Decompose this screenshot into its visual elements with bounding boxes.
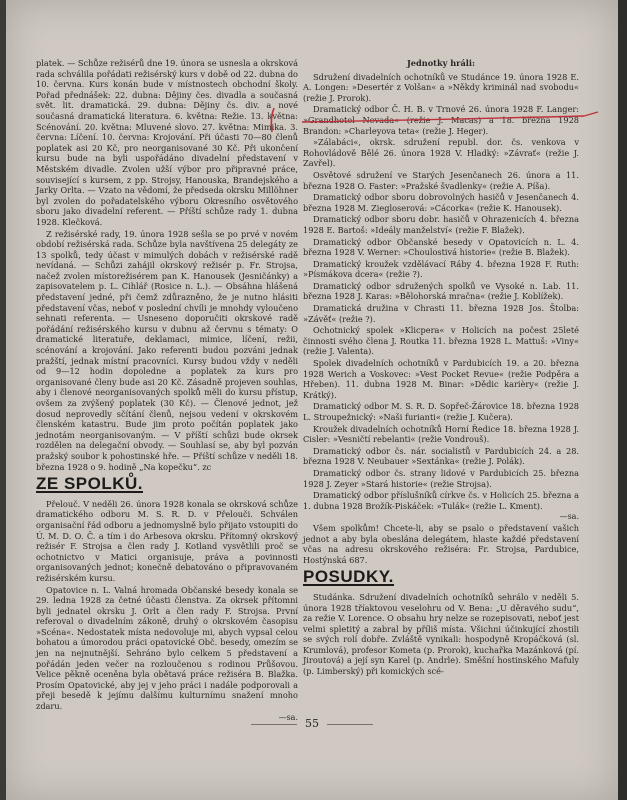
performance-entry: Spolek divadelních ochotníků v Pardubicích 19. a 20. března 1928 Werich a Voskovec: »Vest Pocket Revue« (režie Podpěra a Hřeben). 11. dubna 1928 M. Binar: »Dědic karièry« (režie J. Krátký). bbox=[303, 358, 579, 400]
spolky-signature: —sa. bbox=[278, 712, 298, 722]
performance-entry: Dramatický odbor sboru dobrovolných hasičů v Jesenčanech 4. března 1928 M. Ziegloserová: »Cácorka« (režie K. Hanousek). bbox=[303, 192, 579, 213]
performance-entry: Kroužek divadelních ochotníků Horní Ředice 18. března 1928 J. Cisler: »Vesničtí rebelanti« (režie Vondrouš). bbox=[303, 423, 579, 445]
performance-entry: Dramatický odbor čs. nár. socialistů v Pardubicích 24. a 28. března 1928 V. Neubauer »Sextánka« (režie J. Polák). bbox=[303, 445, 579, 467]
performance-entry: Dramatický kroužek vzdělávací Ráby 4. března 1928 F. Ruth: »Písmákova dcera« (režie ?). bbox=[303, 258, 579, 280]
right-column bbox=[303, 58, 579, 678]
section-heading-spolky: ZE SPOLKŮ. bbox=[36, 474, 144, 494]
section-heading-posudky: POSUDKY. bbox=[303, 567, 394, 587]
performance-entry: Dramatický odbor čs. strany lidové v Pardubicích 25. března 1928 J. Zeyer »Stará historie« (režie Strojsa). bbox=[303, 467, 579, 489]
performance-entry: Dramatický odbor příslušníků církve čs. v Holicích 25. března a 1. dubna 1928 Brožík-Piskáček: »Tulák« (režie L. Kment). bbox=[303, 490, 579, 511]
page-number: 55 bbox=[6, 717, 618, 730]
left-paragraph-2: Z režisérské rady, 19. února 1928 sešla se po prvé v novém období režisérská rada. Schůze byla navštívena 25 delegáty ze 13 spolků, tedy účast v mimulých dobách v režisérské radě nevídaná. — Schůzi zahájil okrskový režisér p. Fr. Strojsa, načež zvolen místorežisérem pan K. Hanousek (Jesničánky) a zapisovatelem p. L. Cihlář (Rosice n. L.). — Obsáhna hlášená představení jedné, při čemž zdůrazněno, že je nutno hlásiti představení včas, neboť v poslední chvíli je mnohdy vyloučeno sehnati referenta. — Usneseno doporučiti okrskové radě pořádání režisérského kursu v dubnu až červnu s tématy: O dramatické literatuře, deklamaci, mimice, líčení, režii, scénování a krojování. Jako referenti budou pozváni jednak pražští, jednak místní pracovníci. Kursy budou vždy v neděli od 9—12 hodin dopoledne a poplatek za kurs pro organisované členy bude asi 20 Kč. Zásadně projeven souhlas, aby i členové neorganisovaných spolků měli do kursu přístup, ovšem za zvýšený poplatek (30 Kč). — Členové jednot, jež dosud neprovedly sčítání členů, nejsou vedení v okrskovém členském katastru. Bude jim proto počítán poplatek jako jednotám neorganisovaným. — V příští schůzi bude okrsek rozdělen na delegační obvody. — Souhlasí se, aby byl pozván pražský soubor k pohostinské hře. — Příští schůze v neděli 18. března 1928 o 9. hodině „Na kopečku“. zc bbox=[36, 228, 298, 472]
performance-entry: »Zálabáci«, okrsk. sdružení republ. dor. čs. venkova v Rohovládově Bělé 26. února 1928 V. Hladký: »Závrať« (režie J. Zavřel). bbox=[303, 137, 579, 169]
posudky-paragraph: Studánka. Sdružení divadelních ochotníků sehrálo v neděli 5. února 1928 tříaktovou veselohru od V. Bena: „U děravého sudu“, za režie V. Lorence. O obsahu hry nelze se rozepisovati, neboť jest velmi spletitý a zabral by příliš místa. Všichni účinkující zhostili se svých rolí dobře. Zvláště vynikali: hospodyně Kropáčková (sl. Krumlová), profesor Kometa (p. Prorok), kuchařka Mazánková (pí. Jiroutová) a její syn Karel (p. Andrle). Směšní hostinského Mafuly (p. Limberský) při komických scé- bbox=[303, 591, 579, 677]
left-column bbox=[36, 58, 298, 723]
magazine-page bbox=[6, 0, 618, 800]
performance-entry: Dramatický odbor Občanské besedy v Opatovicích n. L. 4. března 1928 V. Werner: »Choulostivá historie« (režie B. Blažek). bbox=[303, 236, 579, 258]
vsem-spolkum-notice: Všem spolkům! Chcete-li, aby se psalo o představení vašich jednot a aby byla obeslána delegátem, hlaste každé představení včas na adresu okrskového režiséra: Fr. Strojsa, Pardubice, Hostýnská 687. bbox=[303, 522, 579, 565]
spolky-paragraph-1: Přelouč. V neděli 26. února 1928 konala se okrsková schůze dramatického odboru M. S. R. D. v Přelouči. Schválen organisační řád odboru a jednomyslně bylo přijato vstoupiti do Ú. M. D. O. Č. a tím i do Arbesova okrsku. Přítomný okrskový režisér F. Strojsa a člen rady J. Kotland vysvětlili proč se ochotnictvo v Matici organisuje, práva a povinnosti organisovaných jednot; konečně debatováno o připravovaném režisérském kursu. bbox=[36, 498, 298, 583]
performance-entry: Ochotnický spolek »Klicpera« v Holicích na počest 25leté činnosti svého člena J. Routka 11. března 1928 L. Mattuš: »Viny« (režie J. Valenta). bbox=[303, 325, 579, 357]
performance-entry: Dramatický odbor sboru dobr. hasičů v Ohrazenicích 4. března 1928 E. Bartoš: »Ideály manželství« (režie F. Blažek). bbox=[303, 214, 579, 235]
left-paragraph-1: platek. — Schůze režisérů dne 19. února se usnesla a okrsková rada schválila pořádati režisérský kurs v době od 22. dubna do 10. června. Kurs konán bude v místnostech obchodní školy. Pořad přednášek: 22. dubna: Dějiny čes. divadla a současná svět. lit. dramatická. 29. dubna: Dějiny čs. div. a nové současná dramatická literatura. 6. května: Režie. 13. května: Scénování. 20. května: Mluvené slovo. 27. května: Mimika. 3. června: Líčení. 10. června: Krojování. Při účasti 70—80 členů poplatek asi 20 Kč, pro neorganisované 30 Kč. Při ukončení kursu bude na byli uspořádáno divadelní představení v Městském divadle. Zvolen užší výbor pro připravné práce, související s kursem, z pp. Strojsy, Hanouska, Brandejského a Jarky Orlta. — Vzato na vědomí, že předseda okrsku Millöhner byl zvolen do pořadatelského výboru Okresního osvětového sboru jako divadelní referent. — Příští schůze rady 1. dubna 1928. Klečková. bbox=[36, 58, 298, 227]
performance-entry: Dramatický odbor sdružených spolků ve Vysoké n. Lab. 11. března 1928 J. Karas: »Bělohorská mračna« (režie J. Koblížek). bbox=[303, 280, 579, 302]
right-signature: —sa. bbox=[559, 512, 579, 522]
performance-entry: Dramatický odbor Č. H. B. v Trnové 26. února 1928 F. Langer: »Grandhotel Nevada« (režie J. Macas) a 18. března 1928 Brandon: »Charleyova teta« (režie J. Heger). bbox=[303, 104, 579, 136]
right-column-title: Jednotky hráli: bbox=[406, 58, 476, 68]
performance-entry: Osvětové sdružení ve Starých Jesenčanech 26. února a 11. března 1928 O. Faster: »Pražské švadlenky« (režie A. Píša). bbox=[303, 169, 579, 191]
performance-entry: Dramatický odbor M. S. R. D. Sopřeč-Žárovice 18. března 1928 L. Stroupežnický: »Naši furianti« (režie J. Kučera). bbox=[303, 401, 579, 422]
performance-entry: Sdružení divadelních ochotníků ve Studánce 19. února 1928 E. A. Longen: »Desertér z Volšan« a »Někdy kriminál nad svobodu« (režie J. Prorok). bbox=[303, 71, 579, 103]
spolky-paragraph-2: Opatovice n. L. Valná hromada Občanské besedy konala se 29. ledna 1928 za četné účasti členstva. Za okrsek přítomni byli jednatel okrsku J. Orlt a člen rady F. Strojsa. První referoval o divadelním zákoně, druhý o okrskovém časopisu »Scéna«. Nedostatek místa nedovoluje mi, abych vypsal celou bohatou a úmorodou práci opatovické Obč. besedy, omezím se jen na nejnutnější. Sehráno bylo celkem 5 představení a pořádán jeden večer na rozloučenou s rodinou Průšovou. Velice pěkně oceněna byla obětavá práce režiséra B. Blažka. Prosím Opatovické, aby jej v jeho práci i nadále podporovali a přeji besedě k jejímu dalšímu kulturnímu snažení mnoho zdaru. bbox=[36, 584, 298, 712]
scan-dark-edge bbox=[618, 0, 627, 800]
performance-entry: Dramatická družina v Chrasti 11. března 1928 Jos. Štolba: »Závěť« (režie ?). bbox=[303, 303, 579, 324]
